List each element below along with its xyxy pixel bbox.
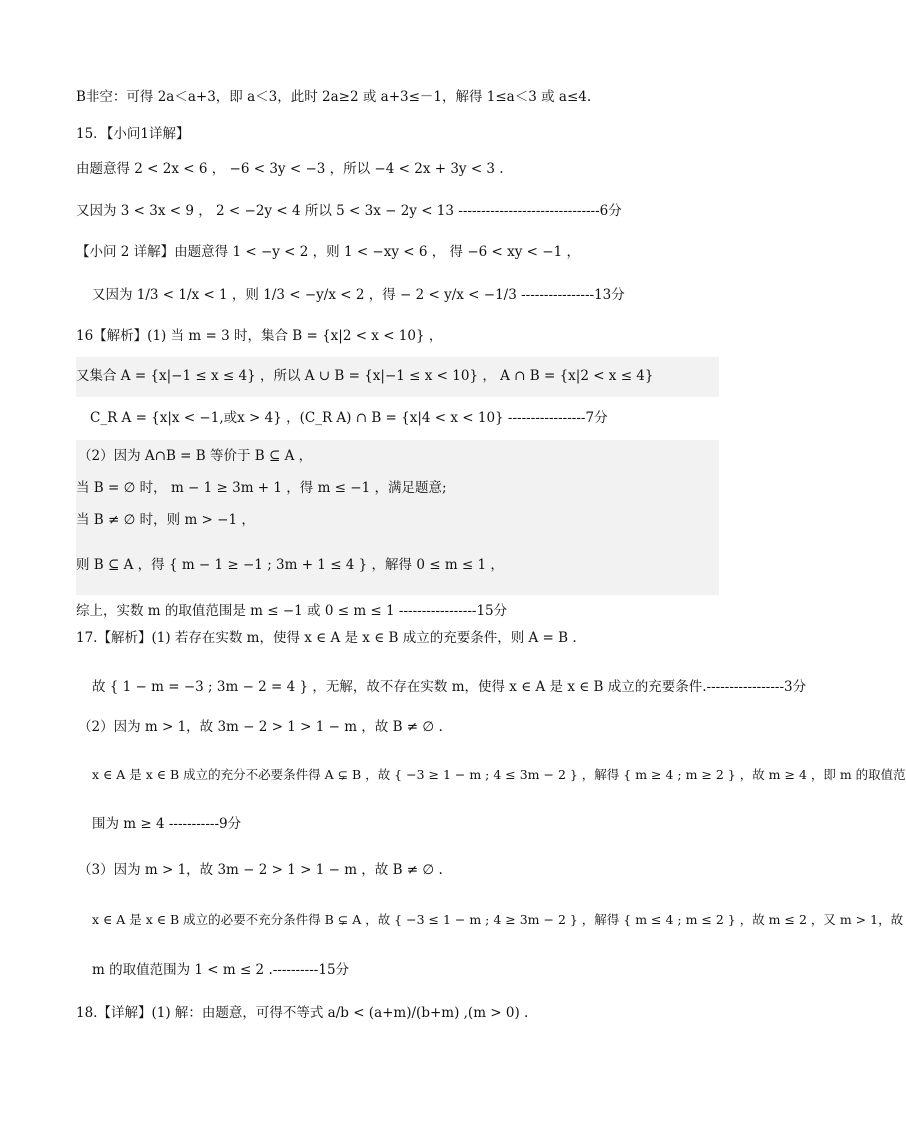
text-line: （2）因为 m > 1，故 3m − 2 > 1 > 1 − m ，故 B ≠ ∅ . [78,719,443,735]
section-heading: 17.【解析】(1) 若存在实数 m，使得 x ∈ A 是 x ∈ B 成立的充要条件，则 A = B . [76,630,577,646]
text-line: B非空：可得 2a＜a+3，即 a＜3，此时 2a≥2 或 a+3≤－1，解得 1≤a＜3 或 a≤4. [76,89,592,105]
text-line: （2）因为 A∩B = B 等价于 B ⊆ A ， [78,448,313,464]
text-line: 又因为 3 < 3x < 9 ， 2 < −2y < 4 所以 5 < 3x − 2y < 13 -------------------------------6分 [76,203,622,219]
section-heading: 18.【详解】(1) 解：由题意，可得不等式 a/b < (a+m)/(b+m) ,(m > 0) . [76,1005,529,1021]
text-line: （3）因为 m > 1，故 3m − 2 > 1 > 1 − m ，故 B ≠ ∅ . [78,862,443,878]
section-heading: 15．【小问1详解】 [76,126,190,142]
text-line: x ∈ A 是 x ∈ B 成立的必要不充分条件得 B ⊊ A ，故 { −3 ≤ 1 − m ; 4 ≥ 3m − 2 } ，解得 { m ≤ 4 ; m ≤ 2 } ，故 m ≤ 2 ，又 m > 1，故 [92,912,904,927]
text-line: C_R A = {x|x < −1,或x > 4} ，(C_R A) ∩ B = {x|4 < x < 10} -----------------7分 [90,410,608,426]
text-line: 则 B ⊆ A ，得 { m − 1 ≥ −1 ; 3m + 1 ≤ 4 } ，解得 0 ≤ m ≤ 1 ， [76,557,504,573]
text-line: 又因为 1/3 < 1/x < 1 ，则 1/3 < −y/x < 2 ，得 − 2 < y/x < −1/3 ----------------13分 [92,287,625,303]
text-line: 围为 m ≥ 4 -----------9分 [92,816,242,832]
section-heading: 【小问 2 详解】由题意得 1 < −y < 2 ，则 1 < −xy < 6 ， 得 −6 < xy < −1 ， [76,244,580,260]
text-line: 当 B = ∅ 时， m − 1 ≥ 3m + 1 ，得 m ≤ −1 ，满足题意; [76,480,447,496]
text-line: 由题意得 2 < 2x < 6 ， −6 < 3y < −3 ，所以 −4 < 2x + 3y < 3 . [76,161,504,177]
text-line: 故 { 1 − m = −3 ; 3m − 2 = 4 } ，无解，故不存在实数 m，使得 x ∈ A 是 x ∈ B 成立的充要条件.-----------------3分 [92,679,807,695]
text-line: 又集合 A = {x|−1 ≤ x ≤ 4} ，所以 A ∪ B = {x|−1 ≤ x < 10} ， A ∩ B = {x|2 < x ≤ 4} [76,368,654,384]
text-line: x ∈ A 是 x ∈ B 成立的充分不必要条件得 A ⊊ B ，故 { −3 ≥ 1 − m ; 4 ≤ 3m − 2 } ，解得 { m ≥ 4 ; m ≥ 2 } ，故 m ≥ 4 ，即 m 的取值范 [92,767,906,782]
text-line: 当 B ≠ ∅ 时，则 m > −1 ， [76,512,255,528]
text-line: m 的取值范围为 1 < m ≤ 2 .----------15分 [92,962,350,978]
section-heading: 16【解析】(1) 当 m = 3 时，集合 B = {x|2 < x < 10} ， [76,328,443,344]
text-line: 综上，实数 m 的取值范围是 m ≤ −1 或 0 ≤ m ≤ 1 -----------------15分 [76,603,508,619]
